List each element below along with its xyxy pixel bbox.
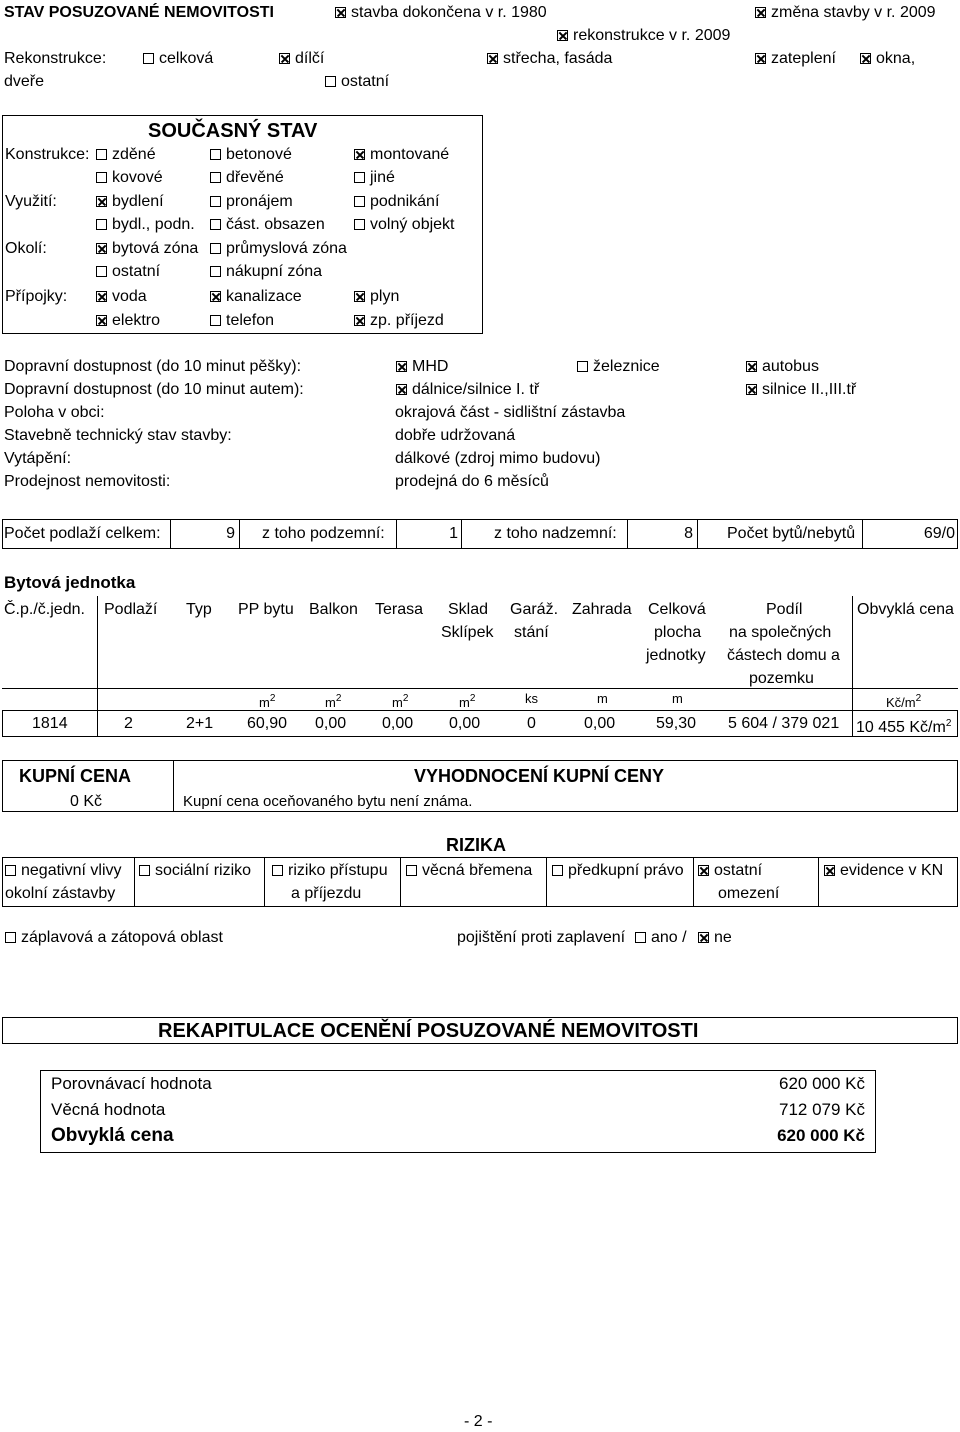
recon-label: Rekonstrukce: [4, 50, 107, 67]
risk-item: sociální riziko [139, 861, 251, 881]
floors-total: 9 [226, 525, 235, 542]
built-item: stavba dokončena v r. 1980 [335, 3, 547, 23]
option: betonové [210, 145, 292, 165]
area-label: Okolí: [5, 240, 47, 257]
price-value: 0 Kč [70, 793, 103, 810]
risk-item: předkupní právo [552, 861, 684, 881]
checkbox-checked-icon [335, 7, 346, 18]
checkbox-empty-icon [96, 149, 107, 160]
unit-header: Terasa [375, 601, 424, 618]
unit-header: Celková [648, 601, 706, 618]
heating-value: dálkové (zdroj mimo budovu) [395, 450, 601, 467]
checkbox-checked-icon [824, 865, 835, 876]
checkbox-checked-icon [755, 7, 766, 18]
checkbox-checked-icon [396, 361, 407, 372]
checkbox-empty-icon [96, 219, 107, 230]
risk-item: riziko přístupu [272, 861, 388, 881]
unit-header: Balkon [309, 601, 358, 618]
insurance-no: ne [698, 928, 732, 948]
unit-header: Č.p./č.jedn. [4, 601, 85, 618]
checkbox-checked-icon [487, 53, 498, 64]
option: zp. příjezd [354, 311, 444, 331]
option: železnice [577, 357, 660, 377]
heating-label: Vytápění: [4, 450, 72, 467]
option: dálnice/silnice I. tř [396, 380, 539, 400]
summary-value: 712 079 Kč [778, 1100, 865, 1119]
checkbox-checked-icon [860, 53, 871, 64]
sale-label: Prodejnost nemovitosti: [4, 473, 171, 490]
recon-option: zateplení [755, 49, 836, 69]
summary-label: Porovnávací hodnota [51, 1074, 212, 1093]
checkbox-empty-icon [210, 315, 221, 326]
unit-m2: $m^2$ [325, 693, 342, 710]
unit-header: plocha [654, 624, 702, 641]
option: část. obsazen [210, 215, 325, 235]
condition-label: Stavebně technický stav stavby: [4, 427, 232, 444]
checkbox-checked-icon [746, 384, 757, 395]
unit-cell: 2+1 [186, 715, 214, 732]
checkbox-empty-icon [210, 149, 221, 160]
risk-item-cont: okolní zástavby [5, 885, 116, 902]
risk-item-cont: a příjezdu [291, 885, 362, 902]
unit-header: Podlaží [104, 601, 158, 618]
unit-header: na společných [729, 624, 832, 641]
recon-option: okna, [860, 49, 915, 69]
floors-under-label: z toho podzemní: [262, 525, 385, 542]
option: telefon [210, 311, 274, 331]
eval-title: VYHODNOCENÍ KUPNÍ CENY [414, 766, 665, 786]
checkbox-empty-icon [139, 865, 150, 876]
recon-option: dílčí [279, 49, 324, 69]
page-number: - 2 - [464, 1413, 493, 1430]
unit-cell: 0,00 [584, 715, 616, 732]
checkbox-empty-icon [5, 932, 16, 943]
recon-year-item: rekonstrukce v r. 2009 [557, 26, 730, 46]
recon-option: ostatní [325, 72, 389, 92]
checkbox-checked-icon [396, 384, 407, 395]
option: jiné [354, 168, 395, 188]
checkbox-checked-icon [755, 53, 766, 64]
checkbox-checked-icon [698, 865, 709, 876]
unit-cell: 5 604 / 379 021 [728, 715, 840, 732]
unit-m: m [597, 691, 608, 706]
risk-item: negativní vlivy [5, 861, 122, 881]
unit-cell: 59,30 [656, 715, 697, 732]
option: autobus [746, 357, 819, 377]
summary-value-bold: 620 000 Kč [777, 1126, 865, 1145]
option: nákupní zóna [210, 262, 322, 282]
checkbox-empty-icon [354, 196, 365, 207]
recon-cont: dveře [4, 73, 45, 90]
condition-value: dobře udržovaná [395, 427, 516, 444]
option: pronájem [210, 192, 293, 212]
unit-header: jednotky [646, 647, 706, 664]
recon-option: střecha, fasáda [487, 49, 612, 69]
checkbox-empty-icon [577, 361, 588, 372]
utilities-label: Přípojky: [5, 288, 68, 305]
summary-label-bold: Obvyklá cena [51, 1125, 174, 1146]
flood-item: záplavová a zátopová oblast [5, 928, 223, 948]
price-title: KUPNÍ CENA [19, 766, 132, 786]
checkbox-empty-icon [210, 196, 221, 207]
current-state-title: SOUČASNÝ STAV [148, 120, 318, 142]
unit-header: Obvyklá cena [857, 601, 954, 618]
option: dřevěné [210, 168, 284, 188]
checkbox-checked-icon [279, 53, 290, 64]
use-label: Využití: [5, 193, 57, 210]
unit-header: pozemku [749, 670, 814, 687]
option: ostatní [96, 262, 160, 282]
unit-czk: $Kč/m^2$ [886, 693, 922, 710]
option: podnikání [354, 192, 439, 212]
option: silnice II.,III.tř [746, 380, 856, 400]
risks-title: RIZIKA [446, 835, 506, 855]
page-title: STAV POSUZOVANÉ NEMOVITOSTI [4, 4, 274, 21]
recon-option: celková [143, 49, 213, 69]
unit-header: Zahrada [572, 601, 632, 618]
option: průmyslová zóna [210, 239, 347, 259]
checkbox-checked-icon [354, 315, 365, 326]
checkbox-empty-icon [354, 172, 365, 183]
unit-header: PP bytu [238, 601, 294, 618]
insurance-label: pojištění proti zaplavení [457, 929, 626, 946]
car-label: Dopravní dostupnost (do 10 minut autem): [4, 381, 304, 398]
checkbox-empty-icon [272, 865, 283, 876]
unit-m: m [672, 691, 683, 706]
unit-m2: $m^2$ [392, 693, 409, 710]
unit-cell: 2 [124, 715, 133, 732]
flats-value: 69/0 [923, 525, 955, 542]
risk-item: věcná břemena [406, 861, 532, 881]
checkbox-checked-icon [96, 291, 107, 302]
checkbox-empty-icon [210, 243, 221, 254]
summary-title: REKAPITULACE OCENĚNÍ POSUZOVANÉ NEMOVITOSTI [158, 1020, 699, 1042]
unit-header: Garáž. [510, 601, 559, 618]
summary-value: 620 000 Kč [778, 1074, 865, 1093]
checkbox-checked-icon [96, 243, 107, 254]
checkbox-checked-icon [354, 149, 365, 160]
unit-m2: $m^2$ [259, 693, 276, 710]
change-item: změna stavby v r. 2009 [755, 3, 936, 23]
unit-cell: 10 455 $Kč/m^2$ [856, 718, 952, 736]
option: volný objekt [354, 215, 455, 235]
checkbox-checked-icon [746, 361, 757, 372]
option: kovové [96, 168, 163, 188]
location-label: Poloha v obci: [4, 404, 105, 421]
risk-item: ostatní [698, 861, 762, 881]
option: voda [96, 287, 147, 307]
unit-cell: 0 [527, 715, 536, 732]
checkbox-empty-icon [635, 932, 646, 943]
floors-under: 1 [449, 525, 458, 542]
checkbox-checked-icon [698, 932, 709, 943]
option: plyn [354, 287, 399, 307]
summary-label: Věcná hodnota [51, 1100, 166, 1119]
checkbox-empty-icon [5, 865, 16, 876]
checkbox-empty-icon [210, 266, 221, 277]
checkbox-checked-icon [96, 196, 107, 207]
eval-text: Kupní cena oceňovaného bytu není známa. [183, 793, 473, 810]
checkbox-empty-icon [96, 266, 107, 277]
checkbox-checked-icon [354, 291, 365, 302]
risk-item-cont: omezení [718, 885, 780, 902]
option: bydl., podn. [96, 215, 195, 235]
unit-cell: 0,00 [382, 715, 414, 732]
checkbox-checked-icon [210, 291, 221, 302]
sale-value: prodejná do 6 měsíců [395, 473, 549, 490]
unit-header: Sklad [448, 601, 489, 618]
checkbox-empty-icon [552, 865, 563, 876]
checkbox-empty-icon [210, 219, 221, 230]
option: bydlení [96, 192, 164, 212]
option: bytová zóna [96, 239, 198, 259]
unit-title: Bytová jednotka [4, 573, 136, 592]
unit-header: Typ [186, 601, 212, 618]
checkbox-empty-icon [406, 865, 417, 876]
option: zděné [96, 145, 156, 165]
floors-total-label: Počet podlaží celkem: [4, 525, 161, 542]
checkbox-checked-icon [557, 30, 568, 41]
option: MHD [396, 357, 448, 377]
walk-label: Dopravní dostupnost (do 10 minut pěšky): [4, 358, 302, 375]
floors-above: 8 [684, 525, 693, 542]
location-value: okrajová část - sidlištní zástavba [395, 404, 626, 421]
unit-header: Sklípek [441, 624, 494, 641]
unit-cell: 0,00 [449, 715, 481, 732]
checkbox-empty-icon [325, 76, 336, 87]
unit-cell: 60,90 [247, 715, 288, 732]
checkbox-checked-icon [96, 315, 107, 326]
checkbox-empty-icon [354, 219, 365, 230]
unit-cell: 1814 [32, 715, 68, 732]
floors-above-label: z toho nadzemní: [494, 525, 617, 542]
checkbox-empty-icon [143, 53, 154, 64]
unit-header: částech domu a [727, 647, 840, 664]
insurance-yes: ano / [635, 928, 687, 948]
risk-item: evidence v KN [824, 861, 943, 881]
checkbox-empty-icon [210, 172, 221, 183]
unit-cell: 0,00 [315, 715, 347, 732]
option: kanalizace [210, 287, 302, 307]
flats-label: Počet bytů/nebytů [727, 525, 856, 542]
option: elektro [96, 311, 160, 331]
checkbox-empty-icon [96, 172, 107, 183]
unit-header: stání [514, 624, 549, 641]
unit-m2: $m^2$ [459, 693, 476, 710]
unit-ks: ks [525, 691, 538, 706]
construction-label: Konstrukce: [5, 146, 90, 163]
unit-header: Podíl [766, 601, 803, 618]
option: montované [354, 145, 449, 165]
